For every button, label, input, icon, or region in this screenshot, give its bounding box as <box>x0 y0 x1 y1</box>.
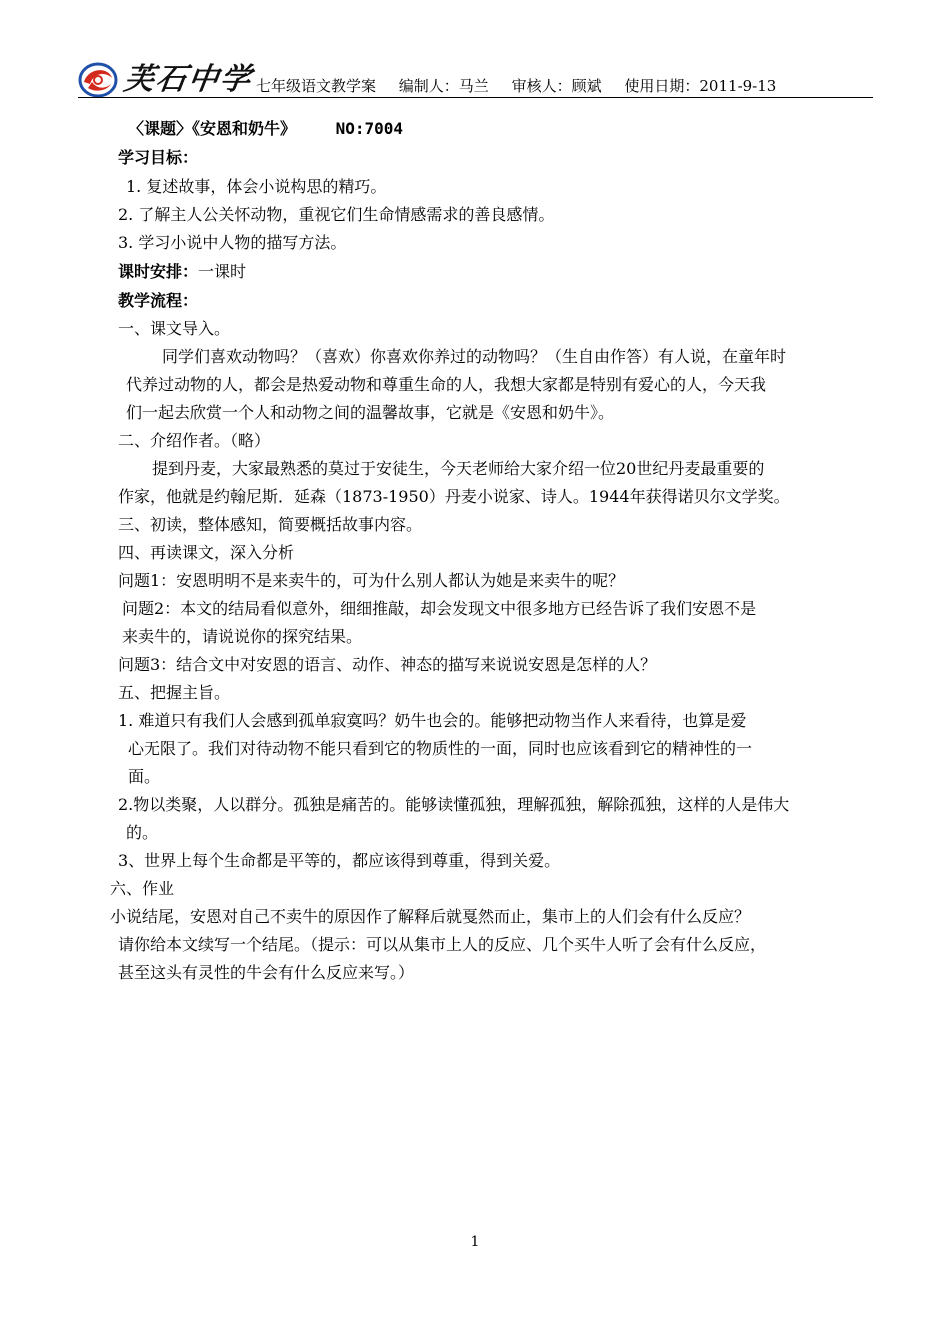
author-label: 编制人：马兰 <box>398 77 489 95</box>
lesson-title-row <box>128 118 403 140</box>
question-2-line-1: 问题2：本文的结局看似意外，细细推敲，却会发现文中很多地方已经告诉了我们安恩不是 <box>122 599 757 618</box>
grade-plan-label: 七年级语文教学案 <box>256 77 377 95</box>
schedule-label: 课时安排： <box>118 262 199 281</box>
flow-heading: 教学流程： <box>118 291 199 310</box>
objective-item-1: 1. 复述故事，体会小说构思的精巧。 <box>126 177 387 196</box>
homework-line-3: 甚至这头有灵性的牛会有什么反应来写。） <box>118 963 415 982</box>
theme-2-line-1: 2.物以类聚，人以群分。孤独是痛苦的。能够读懂孤独，理解孤独，解除孤独，这样的人是伟大 <box>118 795 790 814</box>
homework-line-1: 小说结尾，安恩对自己不卖牛的原因作了解释后就戛然而止，集市上的人们会有什么反应？ <box>110 907 751 926</box>
question-3: 问题3：结合文中对安恩的语言、动作、神态的描写来说说安恩是怎样的人？ <box>118 655 657 674</box>
section-2-paragraph-line-1: 提到丹麦，大家最熟悉的莫过于安徒生，今天老师给大家介绍一位20世纪丹麦最重要的 <box>152 459 765 478</box>
schedule-row <box>118 261 246 283</box>
section-6-title: 六、作业 <box>110 879 175 898</box>
reviewer-label: 审核人：顾斌 <box>511 77 602 95</box>
section-1-paragraph-line-1: 同学们喜欢动物吗？（喜欢）你喜欢你养过的动物吗？（生自由作答）有人说，在童年时 <box>162 347 787 366</box>
lesson-number: NO:7004 <box>335 119 404 138</box>
theme-2-line-2: 的。 <box>126 823 159 842</box>
section-2-title: 二、介绍作者。（略） <box>118 431 271 450</box>
schedule-value: 一课时 <box>198 262 247 281</box>
page-number: 1 <box>470 1234 480 1250</box>
section-1-title: 一、课文导入。 <box>118 319 231 338</box>
theme-1-line-3: 面。 <box>128 767 161 786</box>
section-1-paragraph-line-3: 们一起去欣赏一个人和动物之间的温馨故事，它就是《安恩和奶牛》。 <box>126 403 615 422</box>
theme-1-line-2: 心无限了。我们对待动物不能只看到它的物质性的一面，同时也应该看到它的精神性的一 <box>128 739 753 758</box>
objective-item-2: 2. 了解主人公关怀动物，重视它们生命情感需求的善良感情。 <box>118 205 555 224</box>
school-name-logo: 芙石中学 <box>121 62 255 97</box>
section-1-paragraph-line-2: 代养过动物的人，都会是热爱动物和尊重生命的人，我想大家都是特别有爱心的人，今天我 <box>126 375 767 394</box>
section-5-title: 五、把握主旨。 <box>118 683 231 702</box>
theme-3: 3、世界上每个生命都是平等的，都应该得到尊重，得到关爱。 <box>118 851 561 870</box>
theme-1-line-1: 1. 难道只有我们人会感到孤单寂寞吗？奶牛也会的。能够把动物当作人来看待，也算是爱 <box>118 711 747 730</box>
header-divider <box>78 97 873 98</box>
section-4-title: 四、再读课文，深入分析 <box>118 543 295 562</box>
lesson-title: 〈课题〉《安恩和奶牛》 <box>128 119 297 138</box>
homework-line-2: 请你给本文续写一个结尾。（提示：可以从集市上人的反应、几个买牛人听了会有什么反应， <box>118 935 767 954</box>
question-2-line-2: 来卖牛的，请说说你的探究结果。 <box>122 627 363 646</box>
objectives-heading: 学习目标： <box>118 148 199 167</box>
page-header <box>78 62 873 102</box>
question-1: 问题1：安恩明明不是来卖牛的，可为什么别人都认为她是来卖牛的呢？ <box>118 571 625 590</box>
school-logo-icon <box>78 62 118 98</box>
date-label: 使用日期：2011-9-13 <box>624 77 777 95</box>
objective-item-3: 3. 学习小说中人物的描写方法。 <box>118 233 347 252</box>
section-3-title: 三、初读，整体感知，简要概括故事内容。 <box>118 515 423 534</box>
header-meta <box>256 76 794 96</box>
section-2-paragraph-line-2: 作家，他就是约翰尼斯．延森（1873-1950）丹麦小说家、诗人。1944年获得诺贝尔文学奖。 <box>118 487 790 506</box>
